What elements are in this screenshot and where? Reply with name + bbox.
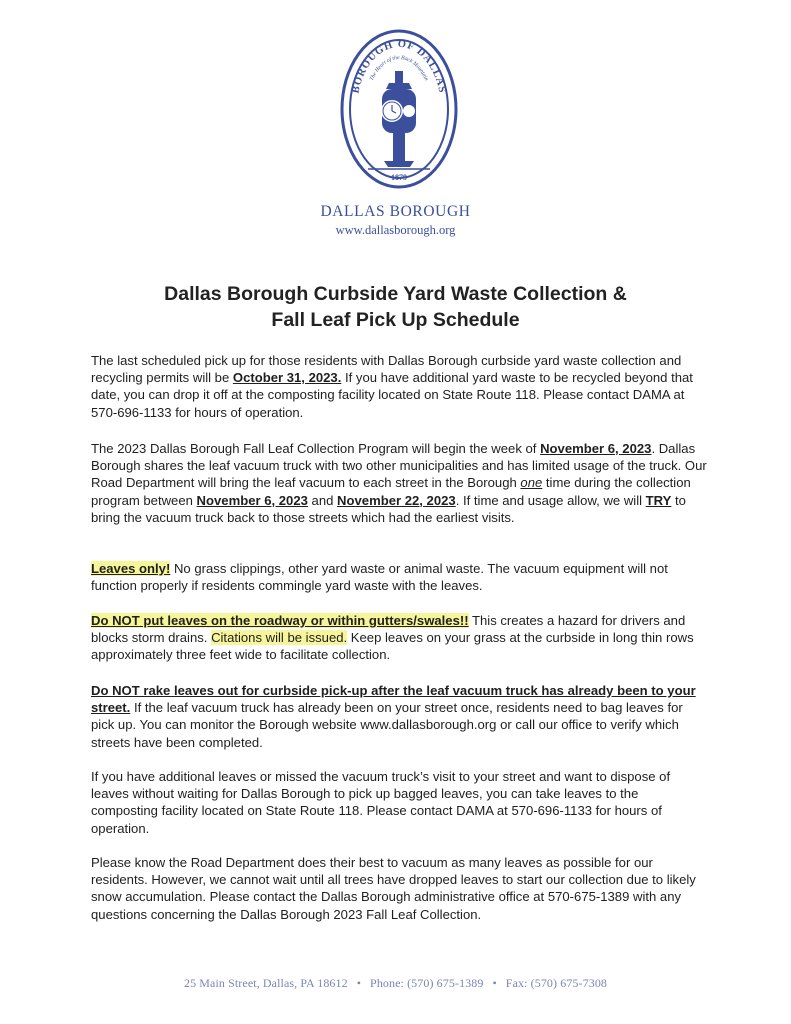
p5-text: If the leaf vacuum truck has already been on your street once, residents need to bag leaves for pick up. You can monitor the Borough website www.dallasborough.org or call our office to verify which streets have been completed.: [91, 700, 683, 750]
footer-bullet-2: •: [492, 976, 497, 990]
program-start-date: November 6, 2023: [540, 441, 652, 456]
last-pickup-date: October 31, 2023.: [232, 370, 342, 386]
roadway-warning-highlight: Do NOT put leaves on the roadway or within gutters/swales!!: [91, 613, 469, 628]
paragraph-roadway-warning: [91, 612, 707, 664]
svg-text:BOROUGH OF DALLAS: BOROUGH OF DALLAS: [350, 38, 448, 95]
p1-text-b: If you have additional yard waste to be recycled beyond that date, you can drop it off at the composting facility located on State Route 118. Please contact DAMA at 570-696-1133 for hours of operation.: [91, 370, 693, 420]
p7-text: Please know the Road Department does their best to vacuum as many leaves as possible for our residents. However, we cannot wait until all trees have dropped leaves to start our collection due to likely snow accumulation. Please contact the Dallas Borough administrative office at 570-675-1389 with any questions concerning the Dallas Borough 2023 Fall Leaf Collection.: [91, 855, 696, 922]
do-not-rake-warning: Do NOT rake leaves out for curbside pick-up after the leaf vacuum truck has already been to your street.: [91, 683, 696, 716]
footer-bullet-1: •: [356, 976, 362, 990]
citations-highlight: Citations will be issued.: [211, 630, 348, 646]
paragraph-do-not-rake: [91, 682, 707, 751]
p6-text: If you have additional leaves or missed the vacuum truck’s visit to your street and want to dispose of leaves without waiting for Dallas Borough to pick up bagged leaves, you can take leaves to the composting facility located on State Route 118. Please contact DAMA at 570-696-1133 for hours of operation.: [91, 769, 671, 836]
paragraph-additional-leaves: [91, 768, 707, 837]
page-title: [60, 281, 731, 333]
p1-text-a: The last scheduled pick up for those residents with Dallas Borough curbside yard waste collection and recycling permits will be: [91, 353, 682, 386]
footer-phone: Phone: (570) 675-1389: [370, 976, 484, 990]
p2-text-a: The 2023 Dallas Borough Fall Leaf Collection Program will begin the week of: [91, 441, 541, 456]
p3-text: No grass clippings, other yard waste or animal waste. The vacuum equipment will not function properly if residents commingle yard waste with the leaves.: [91, 561, 668, 594]
p2-text-e: . If time and usage allow, we will: [455, 492, 646, 508]
program-range-end: November 22, 2023: [337, 492, 456, 508]
footer-address: 25 Main Street, Dallas, PA 18612: [183, 976, 348, 990]
organization-name: DALLAS BOROUGH: [320, 203, 471, 220]
p2-text-f: to bring the vacuum truck back to those streets which had the earliest visits.: [91, 492, 686, 525]
paragraph-last-pickup: [91, 352, 707, 421]
footer-contact: [0, 976, 791, 991]
borough-seal-logo: [340, 29, 458, 189]
p4-text-a: This creates a hazard for drivers and blocks storm drains.: [91, 613, 686, 646]
p2-text-c: time during the collection program between: [91, 475, 691, 508]
paragraph-road-department: [91, 854, 707, 923]
svg-text:The Heart of the Back Mountain: The Heart of the Back Mountain: [368, 54, 430, 82]
leaves-only-highlight: Leaves only!: [91, 561, 171, 576]
p4-text-b: Keep leaves on your grass at the curbside in long thin rows approximately three feet wide to facilitate collection.: [91, 630, 694, 663]
title-line-1: Dallas Borough Curbside Yard Waste Collection &: [164, 283, 627, 305]
program-range-start: November 6, 2023: [196, 492, 308, 508]
one-emphasis: one: [520, 475, 543, 491]
organization-website: www.dallasborough.org: [335, 223, 456, 237]
paragraph-program-start: [91, 440, 707, 526]
p2-text-d: and: [307, 492, 338, 508]
paragraph-leaves-only: [91, 560, 707, 594]
footer-fax: Fax: (570) 675-7308: [505, 976, 608, 990]
title-line-2: Fall Leaf Pick Up Schedule: [271, 309, 520, 331]
p2-text-b: . Dallas Borough shares the leaf vacuum truck with two other municipalities and has limited usage of the truck. Our Road Department will bring the leaf vacuum to each street in the Borough: [91, 441, 707, 491]
svg-text:1879: 1879: [391, 173, 407, 182]
try-emphasis: TRY: [645, 492, 672, 508]
